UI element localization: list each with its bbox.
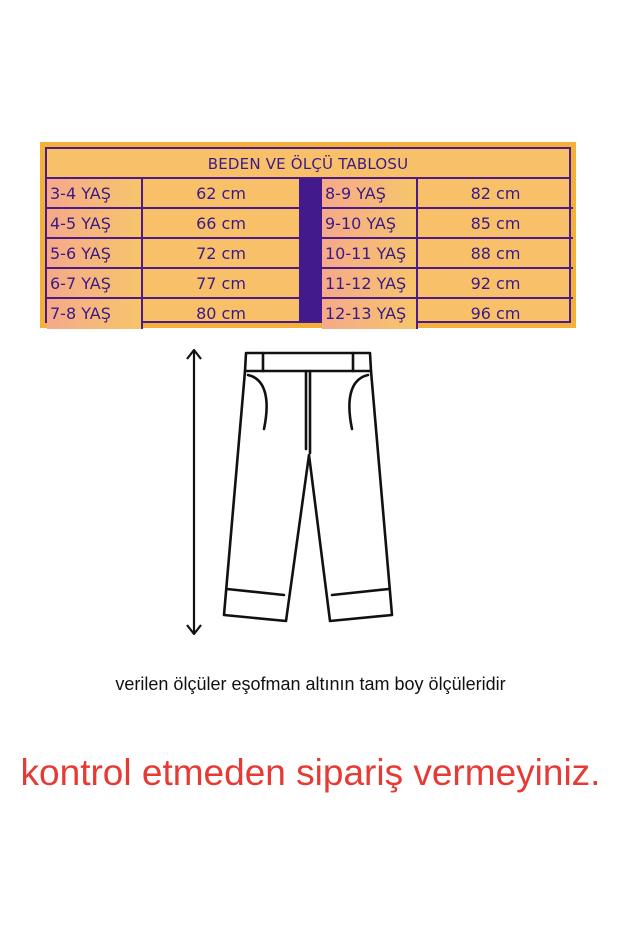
table-row — [47, 179, 299, 209]
size-table — [40, 142, 576, 328]
table-row — [322, 179, 573, 209]
age-cell: 12-13 YAŞ — [322, 299, 418, 329]
length-cell: 92 cm — [470, 274, 521, 293]
age-cell: 5-6 YAŞ — [47, 239, 143, 267]
age-cell: 10-11 YAŞ — [322, 239, 418, 267]
table-row — [47, 239, 299, 269]
vertical-double-arrow-icon — [180, 346, 208, 638]
pants-icon — [218, 345, 398, 637]
age-cell: 9-10 YAŞ — [322, 209, 418, 237]
column-divider — [299, 179, 322, 321]
table-row — [322, 209, 573, 239]
table-row — [47, 269, 299, 299]
length-cell: 82 cm — [470, 184, 521, 203]
order-warning: kontrol etmeden sipariş vermeyiniz. — [20, 752, 601, 793]
age-cell: 7-8 YAŞ — [47, 299, 143, 329]
measurement-caption: verilen ölçüler eşofman altının tam boy ölçüleridir — [115, 674, 506, 694]
table-row — [322, 239, 573, 269]
length-cell: 96 cm — [470, 304, 521, 323]
length-cell: 85 cm — [470, 214, 521, 233]
length-cell: 66 cm — [196, 214, 246, 233]
length-cell: 80 cm — [196, 304, 246, 323]
length-cell: 72 cm — [196, 244, 246, 263]
age-cell: 3-4 YAŞ — [47, 179, 143, 207]
length-cell: 77 cm — [196, 274, 246, 293]
table-row — [47, 299, 299, 329]
length-cell: 88 cm — [470, 244, 521, 263]
age-cell: 4-5 YAŞ — [47, 209, 143, 237]
table-row — [322, 299, 573, 329]
age-cell: 8-9 YAŞ — [322, 179, 418, 207]
age-cell: 11-12 YAŞ — [322, 269, 418, 297]
size-table-inner — [45, 147, 571, 323]
table-row — [322, 269, 573, 299]
age-cell: 6-7 YAŞ — [47, 269, 143, 297]
table-row — [47, 209, 299, 239]
size-table-title: BEDEN VE ÖLÇÜ TABLOSU — [47, 149, 569, 179]
length-cell: 62 cm — [196, 184, 246, 203]
